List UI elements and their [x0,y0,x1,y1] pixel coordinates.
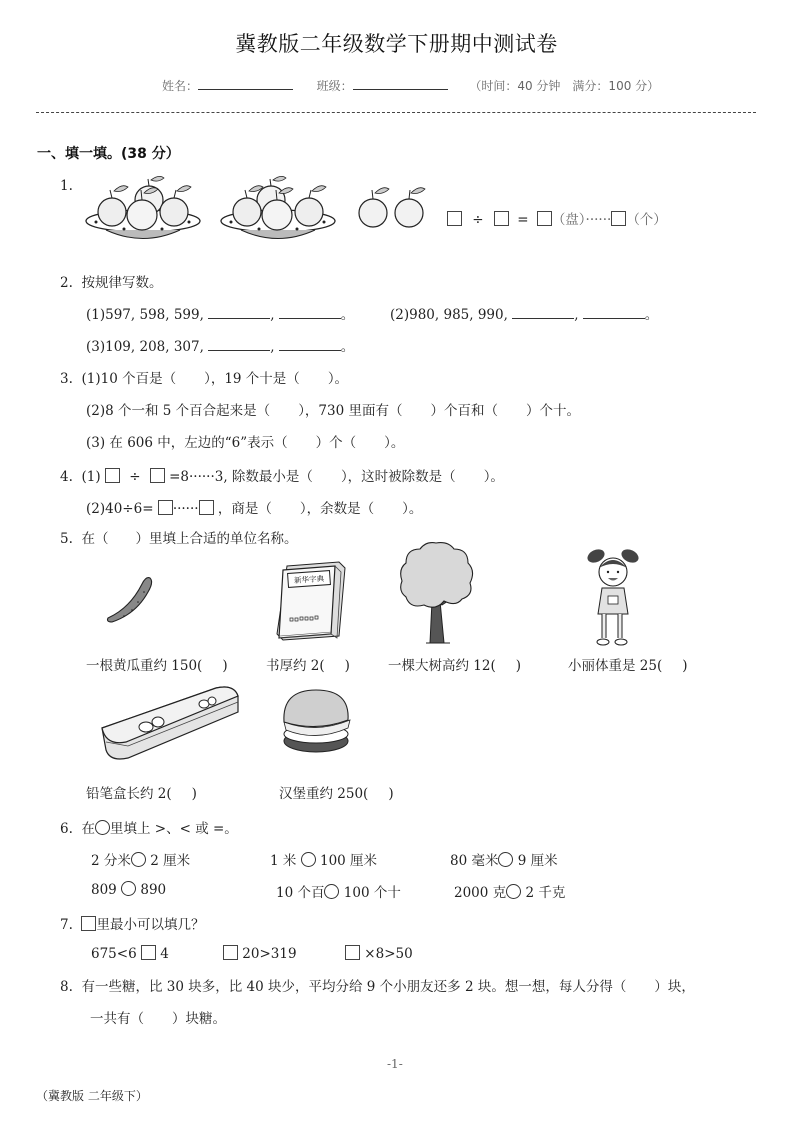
question-8-line-2: 一共有（ ）块糖。 [90,1011,226,1027]
page-title: 冀教版二年级数学下册期中测试卷 [235,32,558,56]
answer-box[interactable] [345,945,360,960]
answer-blank[interactable] [279,340,341,351]
question-number: 1. [60,178,73,194]
question-6: 6. 在 里填上 >、< 或 =。 [60,821,238,837]
question-5: 5. 在（ ）里填上合适的单位名称。 [60,531,298,547]
apple-plate-image [84,175,202,243]
answer-blank[interactable] [208,340,270,351]
answer-box[interactable] [199,500,214,515]
question-4-line-2: (2)40÷6= ······ ，商是（ ），余数是（ ）。 [86,501,423,517]
pencil-case-image [98,684,243,764]
unit-item-book: 书厚约 2( ) [266,658,350,674]
answer-blank[interactable] [583,308,645,319]
answer-blank[interactable] [512,308,574,319]
compare-circle[interactable] [324,884,339,899]
sequence-item: (1)597, 598, 599, , 。 [86,307,355,323]
header-divider [36,112,756,113]
svg-text:新华字典: 新华字典 [293,573,325,586]
answer-box[interactable] [150,468,165,483]
compare-circle[interactable] [301,852,316,867]
fill-item: 20>319 [223,945,297,962]
compare-item: 2 分米 2 厘米 [91,853,191,869]
question-7: 7. 里最小可以填几？ [60,917,205,933]
answer-blank[interactable] [208,308,270,319]
cucumber-image [104,574,156,626]
unit-item-pencil-case: 铅笔盒长约 2( ) [86,786,197,802]
hamburger-image [280,686,356,756]
girl-image [584,546,642,648]
question-3-line-2: (2)8 个一和 5 个百合起来是（ ），730 里面有（ ）个百和（ ）个十。 [86,403,580,419]
division-expression: ÷ = （盘）······ （个） [447,208,667,228]
answer-box[interactable] [223,945,238,960]
answer-box[interactable] [141,945,156,960]
fill-item: ×8>50 [345,945,413,962]
answer-blank[interactable] [279,308,341,319]
compare-circle[interactable] [498,852,513,867]
tree-image [398,541,476,645]
answer-box[interactable] [158,500,173,515]
compare-item: 80 毫米 9 厘米 [450,853,558,869]
sequence-item: (3)109, 208, 307, , 。 [86,339,355,355]
two-apples-image [355,185,430,230]
answer-box[interactable] [494,211,509,226]
student-info-row [162,77,659,94]
circle-icon [95,820,110,835]
name-label: 姓名： [162,79,199,93]
unit-item-cucumber: 一根黄瓜重约 150( ) [86,658,228,674]
question-3-line-1: 3. (1)10 个百是（ ），19 个十是（ ）。 [60,371,349,387]
compare-item: 1 米 100 厘米 [270,853,378,869]
box-icon [81,916,96,931]
dictionary-book-image [273,560,353,642]
name-field[interactable] [198,77,293,90]
answer-box[interactable] [537,211,552,226]
compare-item: 2000 克 2 千克 [454,885,566,901]
page-number: -1- [387,1057,403,1071]
time-info: （时间：40 分钟 满分：100 分） [469,79,660,93]
apple-plate-image [219,175,337,243]
class-label: 班级： [316,79,353,93]
compare-circle[interactable] [121,881,136,896]
fill-item: 675<6 4 [91,946,169,962]
question-4-line-1: 4. (1) ÷ =8······3, 除数最小是（ ），这时被除数是（ ）。 [60,469,504,485]
question-3-line-3: (3) 在 606 中，左边的“6”表示（ ）个（ ）。 [86,435,405,451]
answer-box[interactable] [105,468,120,483]
compare-circle[interactable] [506,884,521,899]
unit-item-hamburger: 汉堡重约 250( ) [279,786,394,802]
compare-circle[interactable] [131,852,146,867]
unit-item-tree: 一棵大树高约 12( ) [388,658,522,674]
unit-item-girl: 小丽体重是 25( ) [568,658,688,674]
section-heading: 一、填一填。(38 分） [37,146,180,162]
class-field[interactable] [353,77,448,90]
question-2: 2. 按规律写数。 [60,275,163,291]
sequence-item: (2)980, 985, 990, , 。 [390,307,659,323]
edition-label: （冀教版 二年级下） [36,1089,148,1103]
answer-box[interactable] [611,211,626,226]
compare-item: 809 890 [91,882,167,898]
compare-item: 10 个百 100 个十 [276,885,401,901]
answer-box[interactable] [447,211,462,226]
question-8-line-1: 8. 有一些糖，比 30 块多，比 40 块少，平均分给 9 个小朋友还多 2 块。想一想，每人分得（ ）块， [60,979,695,995]
